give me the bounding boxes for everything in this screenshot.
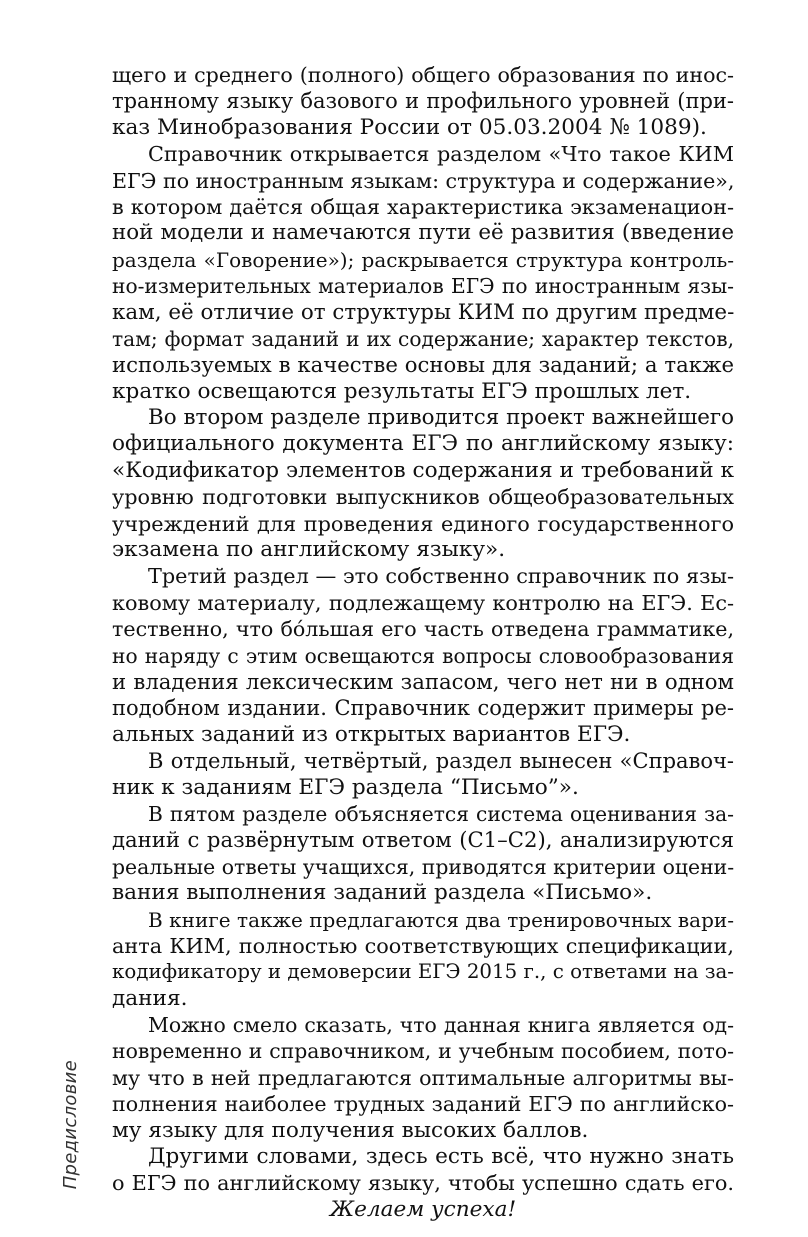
side-section-label: Предисловие <box>60 1060 81 1190</box>
text-line: Третий раздел — это собственно справочник по язы- <box>148 564 734 589</box>
text-line: Можно смело сказать, что данная книга является од- <box>148 1013 734 1038</box>
text-line: щего и среднего (полного) общего образования по инос- <box>112 63 734 87</box>
text-line: В пятом разделе объясняется система оценивания за- <box>148 801 734 826</box>
text-line: му языку для получения высоких баллов. <box>112 1117 589 1143</box>
text-line: В отдельный, четвёртый, раздел вынесен «Справоч- <box>148 749 734 774</box>
text-line: там; формат заданий и их содержание; характер текстов, <box>112 326 734 351</box>
text-line: В книге также предлагаются два тренировочных вари- <box>148 907 734 932</box>
text-line: каз Минобразования России от 05.03.2004 № 1089). <box>112 114 707 140</box>
text-line: но наряду с этим освещаются вопросы словообразования <box>112 643 734 668</box>
text-line: кодификатору и демоверсии ЕГЭ 2015 г., с ответами на за- <box>112 960 734 984</box>
text-line: дания. <box>112 985 188 1011</box>
text-line: вания выполнения заданий раздела «Письмо». <box>112 880 653 906</box>
text-line: ник к заданиям ЕГЭ раздела “Письмо”». <box>112 774 579 800</box>
closing-wish: Желаем успеха! <box>329 1196 517 1222</box>
text-line: в котором даётся общая характеристика экзаменацион- <box>112 194 734 219</box>
text-line: Справочник открывается разделом «Что такое КИМ <box>148 142 734 167</box>
text-line: «Кодификатор элементов содержания и требований к <box>112 457 734 483</box>
text-line: кратко освещаются результаты ЕГЭ прошлых лет. <box>112 378 692 404</box>
text-line: экзамена по английскому языку». <box>112 537 506 563</box>
text-line: новременно и справочником, и учебным пособием, пото- <box>112 1039 734 1064</box>
text-line: ЕГЭ по иностранным языкам: структура и содержание», <box>112 168 735 193</box>
text-line: учреждений для проведения единого государственного <box>112 511 734 536</box>
text-line: ковому материалу, подлежащему контролю на ЕГЭ. Ес- <box>112 590 734 615</box>
text-line: полнения наиболее трудных заданий ЕГЭ по английско- <box>112 1092 734 1117</box>
text-line: даний с развёрнутым ответом (С1–С2), анализируются <box>112 827 734 853</box>
text-line: му что в ней предлагаются оптимальные алгоритмы вы- <box>112 1065 734 1090</box>
text-line: реальные ответы учащихся, приводятся критерии оцени- <box>112 854 735 879</box>
text-line: но-измерительных материалов ЕГЭ по иностранным язы- <box>112 274 734 299</box>
text-line: раздела «Говорение»); раскрывается структура контроль- <box>112 247 734 272</box>
text-line: альных заданий из открытых вариантов ЕГЭ. <box>112 721 631 747</box>
text-line: подобном издании. Справочник содержит примеры ре- <box>112 696 734 721</box>
body-text <box>112 62 734 1223</box>
text-line: кам, её отличие от структуры КИМ по другим предме- <box>112 299 735 325</box>
text-line: анта КИМ, полностью соответствующих спецификации, <box>112 933 734 958</box>
text-line: ной модели и намечаются пути её развития (введение <box>112 220 734 246</box>
text-line: и владения лексическим запасом, чего нет ни в одном <box>112 668 734 694</box>
text-line: используемых в качестве основы для заданий; а также <box>112 352 734 378</box>
text-line: транному языку базового и профильного уровней (при- <box>112 89 734 114</box>
text-line: тественно, что бо́льшая его часть отведена грамматике, <box>112 617 734 642</box>
text-line: официального документа ЕГЭ по английскому языку: <box>112 431 734 457</box>
text-line: Во втором разделе приводится проект важнейшего <box>148 405 734 431</box>
text-line: о ЕГЭ по английскому языку, чтобы успешно сдать его. <box>112 1171 734 1196</box>
text-line: уровню подготовки выпускников общеобразовательных <box>112 485 734 510</box>
text-line: Другими словами, здесь есть всё, что нужно знать <box>148 1144 734 1170</box>
